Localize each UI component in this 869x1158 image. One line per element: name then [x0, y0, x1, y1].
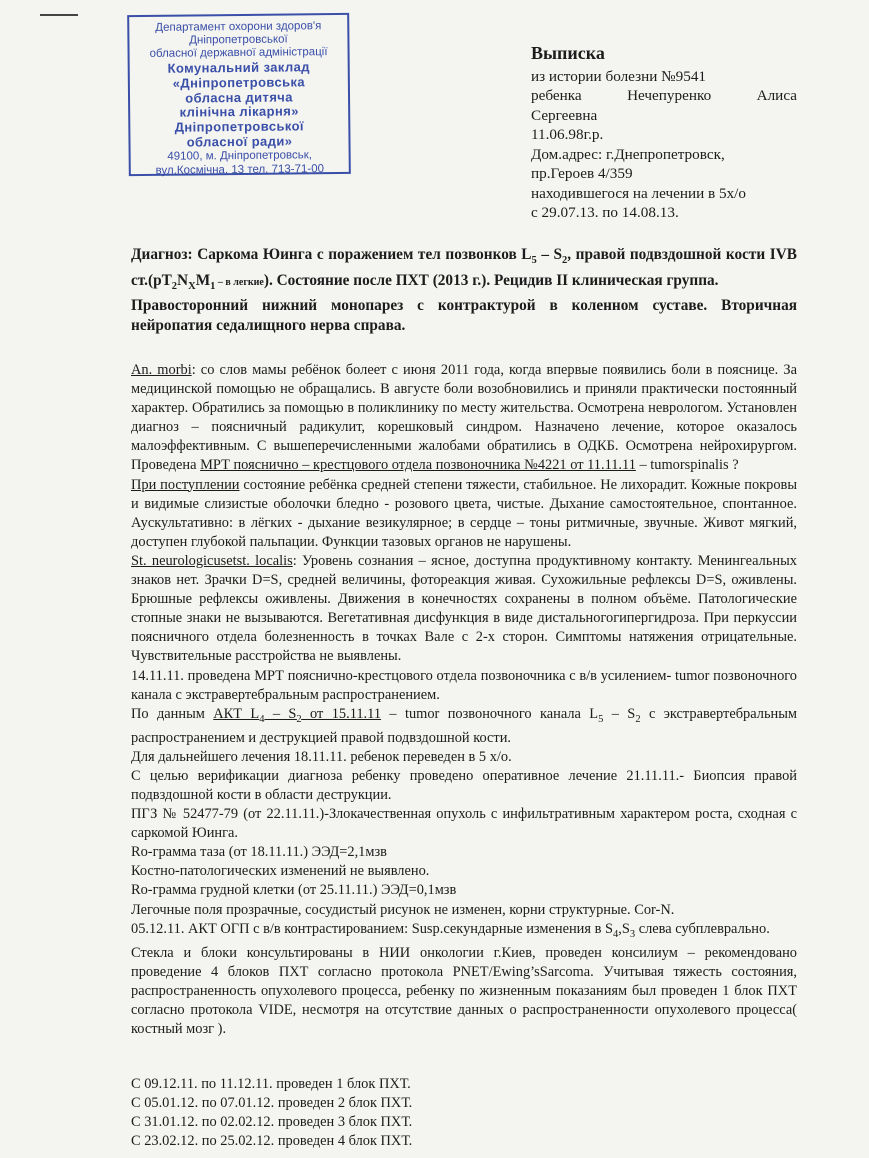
stamp-line: обласна дитяча — [185, 88, 293, 106]
xray-chest: Ro-грамма грудной клетки (от 25.11.11.) ЭЭД=0,1мзв — [131, 882, 457, 899]
patient-word: ребенка — [531, 87, 582, 104]
subscript: X — [188, 280, 196, 292]
paragraph-text: По данным — [131, 705, 214, 722]
subscript: 5 — [531, 255, 537, 267]
paragraph-text: : со слов мамы ребёнок болеет с июня 2011 года, когда впервые появились боли в пояснице. За медицинской помощью не обращались. В августе боли возобновились и приняли практически постоянный характер. Обратились за помощью в поликлинику по месту жительства. Осмотрена неврологом. Установлен диагноз – поясничный радикулит, корешковый синдром. Назначено лечение, которое оказалось малоэффективным. С вышеперечисленными жалобами обратились в ОДКБ. Осмотрена нейрохирургом. Проведена — [131, 362, 797, 474]
paragraph-text: 05.12.11. АКТ ОГП с в/в контрастированием: Susp.секундарные изменения в S — [131, 920, 614, 937]
paragraph-text: – tumor позвоночного канала L — [381, 705, 599, 722]
anamnesis-paragraph — [131, 361, 797, 476]
ct-reference-text: – S — [264, 705, 297, 722]
admission-label: При поступлении — [131, 476, 240, 493]
admission-paragraph — [131, 476, 797, 552]
ct-reference — [213, 705, 382, 725]
paragraph-text: с экстравертебральным распространением и деструкцией правой подвздошной кости. — [131, 705, 797, 746]
subscript: 4 — [613, 928, 619, 940]
diagnosis-section — [131, 245, 797, 335]
stamp-line: обласної державної адміністрації — [149, 46, 328, 61]
subscript: 5 — [598, 713, 604, 725]
mri-reference: МРТ пояснично – крестцового отдела позвоночника №4221 от 11.11.11 — [200, 457, 636, 474]
paragraph-text: состояние ребёнка средней степени тяжести, стабильное. Не лихорадит. Кожные покровы и видимые слизистые оболочки бледно - розового цвета, чистые. Дыхание самостоятельное, спонтанное. Аускультативно: в лёгких - дыхание везикулярное; в сердце – тоны ритмичные, звучные. Живот мягкий, доступен глубокой пальпации. Функции тазовых органов не нарушены. — [131, 476, 797, 550]
document-title: Выписка — [531, 43, 605, 63]
stamp-line: «Дніпропетровська — [172, 73, 306, 91]
diagnosis-text: N — [177, 271, 189, 289]
chemo-block-item: С 23.02.12. по 25.02.12. проведен 4 блок ПХТ. — [131, 1133, 413, 1150]
chemo-blocks-list — [131, 1075, 412, 1151]
diagnosis-text: – S — [536, 246, 563, 263]
mri-paragraph: 14.11.11. проведена МРТ пояснично-крестцового отдела позвоночника с в/в усилением- tumor позвоночного канала с экстравертебральным распространением. — [131, 667, 797, 703]
stamp-line: вул.Космічна, 13 тел. 713-71-00 — [155, 162, 325, 177]
stamp-line: Департамент охорони здоров'я — [155, 20, 322, 34]
patient-birthdate: 11.06.98г.р. — [531, 126, 604, 143]
diagnosis-main — [131, 245, 797, 296]
histology-paragraph: ПГЗ № 52477-79 (от 22.11.11.)-Злокачественная опухоль с инфильтративным характером роста, сходная с саркомой Юинга. — [131, 806, 797, 842]
paragraph-text: ,S — [618, 920, 630, 937]
xray-chest-result: Легочные поля прозрачные, сосудистый рисунок не изменен, корни структурные. Cor-N. — [131, 901, 675, 918]
subscript: 3 — [629, 928, 636, 940]
hospital-stamp — [127, 13, 351, 176]
ct-paragraph — [131, 705, 797, 748]
diagnosis-text: Диагноз: Саркома Юинга с поражением тел позвонков L — [131, 246, 532, 263]
stay-dates: с 29.07.13. по 14.08.13. — [531, 204, 679, 221]
patient-address-line2: пр.Героев 4/359 — [531, 165, 633, 182]
diagnosis-text: M — [195, 271, 211, 289]
paragraph-text: – S — [603, 705, 636, 722]
subscript: 2 — [635, 713, 641, 725]
document-header — [531, 44, 797, 223]
stamp-line: клінічна лікарня» — [179, 103, 299, 121]
stamp-line: Комунальний заклад — [167, 58, 310, 76]
patient-surname: Нечепуренко — [627, 87, 712, 104]
chemo-block-item: С 05.01.12. по 07.01.12. проведен 2 блок ПХТ. — [131, 1095, 413, 1112]
subscript: 2 — [296, 713, 302, 725]
subscript: 1 — [210, 280, 216, 292]
history-number: из истории болезни №9541 — [531, 67, 707, 85]
stamp-line: 49100, м. Дніпропетровськ, — [167, 149, 313, 164]
patient-first-name: Алиса — [756, 87, 797, 104]
diagnosis-text: ). Состояние после ПХТ (2013 г.). Рецидив II клиническая группа. — [263, 271, 719, 289]
chemo-block-item: С 31.01.12. по 02.02.12. проведен 3 блок ПХТ. — [131, 1114, 413, 1131]
xray-pelvis-result: Костно-патологических изменений не выявлено. — [131, 863, 430, 880]
stamp-line: Дніпропетровської — [174, 118, 305, 136]
stamp-line: обласної ради» — [186, 133, 293, 150]
anamnesis-label: An. morbi — [131, 362, 192, 378]
scan-corner-mark — [40, 14, 78, 16]
ct-reference-text: АКТ L — [213, 705, 260, 722]
patient-address: Дом.адрес: г.Днепропетровск, — [531, 145, 725, 163]
stay-info: находившегося на лечении в 5х/о — [531, 184, 746, 202]
patient-patronymic: Сергеевна — [531, 106, 598, 124]
subscript: 2 — [562, 255, 568, 267]
chemo-block-item: С 09.12.11. по 11.12.11. проведен 1 блок ПХТ. — [131, 1076, 411, 1092]
stamp-line: Дніпропетровської — [189, 33, 288, 47]
ct-chest-paragraph — [131, 920, 797, 944]
paragraph-text: слева субплеврально. — [635, 920, 770, 937]
diagnosis-note: – в легкие — [215, 276, 264, 288]
diagnosis-secondary: Правосторонний нижний монопарез с контрактурой в коленном суставе. Вторичная нейропатия седалищного нерва справа. — [131, 297, 797, 334]
patient-name-line — [531, 86, 797, 106]
consult-paragraph: Стекла и блоки консультированы в НИИ онкологии г.Киев, проведен консилиум – рекомендовано проведение 4 блоков ПХТ согласно протокола PNET/Ewing’sSarcoma. Учитывая тяжесть состояния, распространенность опухолевого процесса, ребенку по жизненным показаниям был проведен 1 блок ПХТ согласно протокола VIDE, несмотря на отсутствие данных о распространенности опухолевого процесса( костный мозг ). — [131, 944, 797, 1037]
surgery-paragraph: С целью верификации диагноза ребенку проведено оперативное лечение 21.11.11.- Биопсия правой подвздошной кости в области деструкции. — [131, 767, 797, 803]
xray-pelvis: Ro-грамма таза (от 18.11.11.) ЭЭД=2,1мзв — [131, 844, 387, 861]
neuro-status-label: St. neurologicusetst. localis — [131, 552, 293, 569]
paragraph-text: : Уровень сознания – ясное, доступна продуктивному контакту. Менингеальных знаков нет. Зрачки D=S, средней величины, фотореакция живая. Сухожильные рефлексы D=S, оживлены. Брюшные рефлексы оживлены. Движения в конечностях сохранены в полном объёме. Патологические стопные знаки не вызываются. Вегетативная дисфункция в виде дистальногогипергидроза. При перкуссии поясничного отдела болезненность в точках Вале с 2-х сторон. Симптомы натяжения отрицательные. Чувствительные расстройства не выявлены. — [131, 552, 797, 665]
document-body — [131, 361, 797, 1039]
subscript: 2 — [171, 280, 178, 292]
paragraph-text: – tumorspinalis ? — [635, 457, 739, 474]
transfer-paragraph: Для дальнейшего лечения 18.11.11. ребенок переведен в 5 х/о. — [131, 748, 512, 765]
subscript: 4 — [259, 713, 265, 725]
neuro-status-paragraph — [131, 552, 797, 667]
diagnosis-text: , правой подвздошной кости IVB ст.(pT — [131, 246, 797, 289]
ct-reference-text: от 15.11.11 — [301, 705, 382, 722]
